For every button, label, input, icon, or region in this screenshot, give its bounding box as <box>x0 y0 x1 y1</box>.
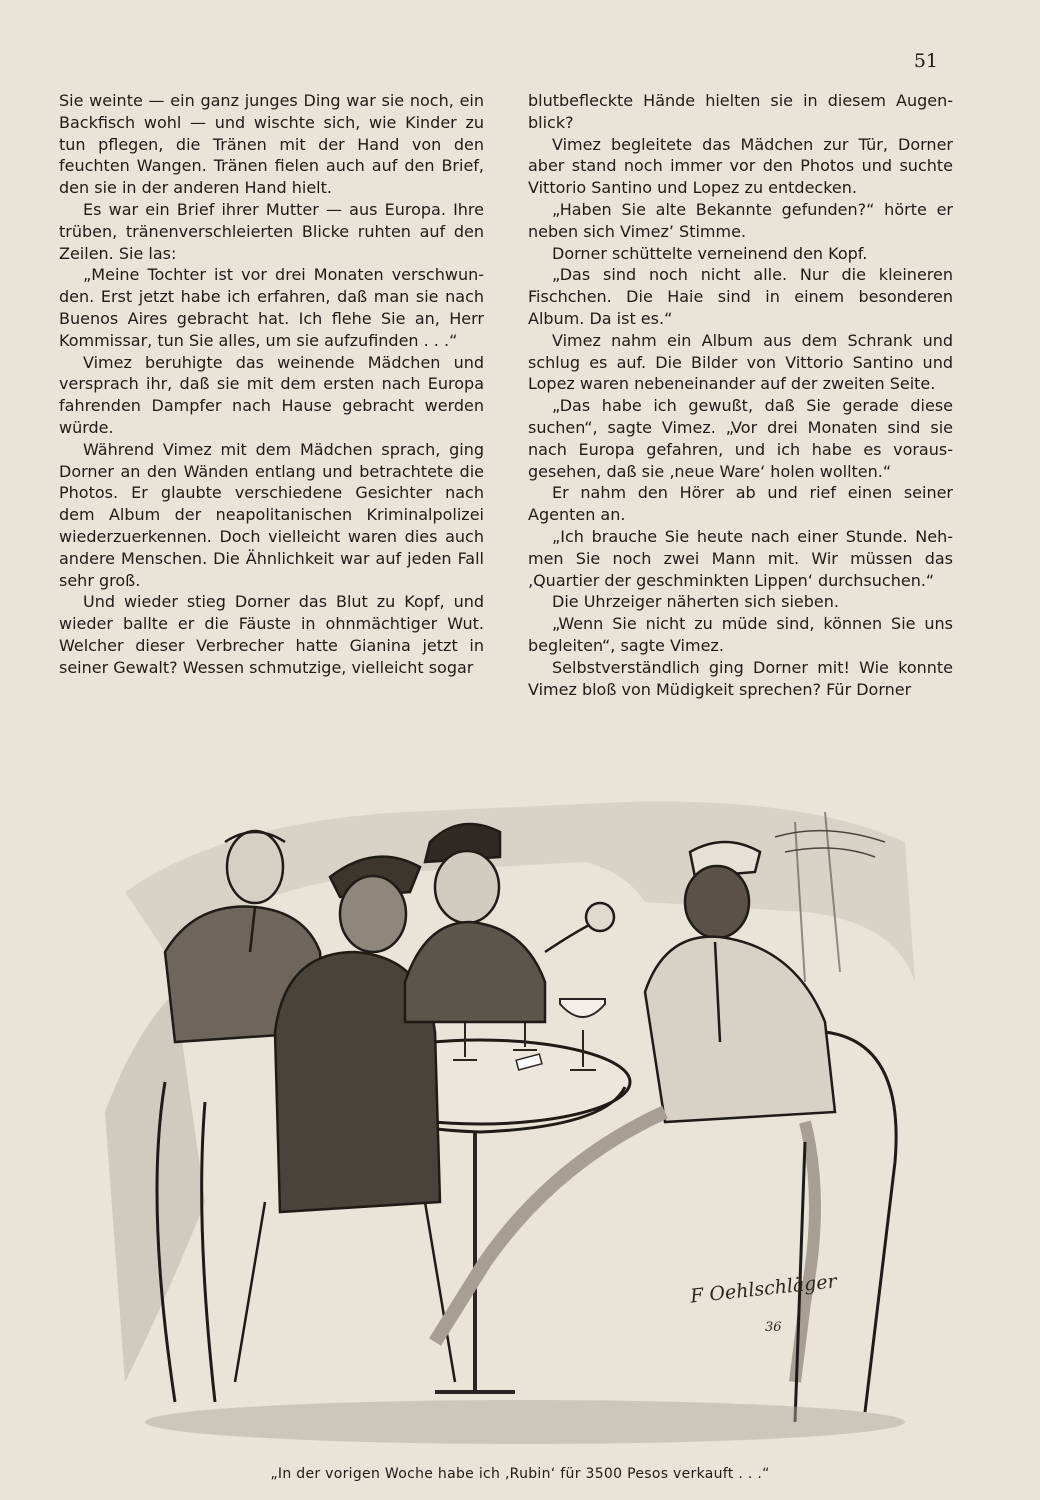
page-number: 51 <box>913 50 938 72</box>
paragraph: „Meine Tochter ist vor drei Monaten verschwunden. Erst jetzt habe ich erfahren, daß man sie nach Buenos Aires gebracht hat. Ich flehe Sie an, Herr Kommissar, tun Sie alles, um sie aufzufinden . . .“ <box>59 265 484 350</box>
paragraph: „Wenn Sie nicht zu müde sind, können Sie uns begleiten“, sagte Vimez. <box>528 614 953 655</box>
paragraph: Die Uhrzeiger näherten sich sieben. <box>552 592 839 612</box>
left-text-column <box>59 90 484 679</box>
paragraph: Vimez beruhigte das weinende Mädchen und versprach ihr, daß sie mit dem ersten nach Europa fahrenden Dampfer nach Hause gebracht werden würde. <box>59 352 484 437</box>
paragraph: Vimez begleitete das Mädchen zur Tür, Dorner aber stand noch immer vor den Photos und suchte Vittorio Santino und Lopez zu entdecken. <box>528 134 953 198</box>
paragraph: „Haben Sie alte Bekannte gefunden?“ hörte er neben sich Vimez’ Stimme. <box>528 199 953 241</box>
paragraph: Während Vimez mit dem Mädchen sprach, ging Dorner an den Wänden entlang und betrachtete die Photos. Er glaubte verschiedene Gesichter nach dem Album der neapolitanischen Kriminalpolizei wiederzuerkennen. Doch vielleicht waren dies auch andere Menschen. Die Ähnlichkeit war auf jeden Fall sehr groß. <box>59 439 484 590</box>
paragraph: Sie weinte — ein ganz junges Ding war sie noch, ein Backfisch wohl — und wischte sich, wie Kinder zu tun pflegen, die Tränen mit der Hand von den feuchten Wangen. Tränen fielen auch auf den Brief, den sie in der anderen Hand hielt. <box>59 91 484 198</box>
paragraph: Dorner schüttelte verneinend den Kopf. <box>552 243 868 263</box>
paragraph: Vimez nahm ein Album aus dem Schrank und schlug es auf. Die Bilder von Vittorio Santino und Lopez waren nebeneinander auf der zweiten Seite. <box>528 330 953 394</box>
artist-signature: F Oehlschläger <box>689 1270 838 1308</box>
paragraph: „Ich brauche Sie heute nach einer Stunde. Nehmen Sie noch zwei Mann mit. Wir müssen das ‚Quartier der geschminkten Lippen‘ durchsuchen.“ <box>528 526 953 590</box>
paragraph: „Das sind noch nicht alle. Nur die kleineren Fischchen. Die Haie sind in einem besonderen Album. Da ist es.“ <box>528 265 953 328</box>
paragraph: Selbstverständlich ging Dorner mit! Wie konnte Vimez bloß von Müdigkeit sprechen? Für Dorner <box>528 657 953 699</box>
paragraph: Er nahm den Hörer ab und rief einen seiner Agenten an. <box>528 483 953 525</box>
illustration-caption: „In der vorigen Woche habe ich ‚Rubin‘ für 3500 Pesos verkauft . . .“ <box>270 1466 770 1482</box>
signature-year: 36 <box>765 1320 782 1335</box>
paragraph: „Das habe ich gewußt, daß Sie gerade diese suchen“, sagte Vimez. „Vor drei Monaten sind sie nach Europa gefahren, und ich habe es vorausgesehen, daß sie ‚neue Ware‘ holen wollten.“ <box>528 396 953 481</box>
paragraph: Und wieder stieg Dorner das Blut zu Kopf, und wieder ballte er die Fäuste in ohnmächtiger Wut. Welcher dieser Verbrecher hatte Gianina jetzt in seiner Gewalt? Wessen schmutzige, vielleicht sogar <box>59 592 484 677</box>
paragraph: blutbefleckte Hände hielten sie in diesem Augenblick? <box>528 91 953 132</box>
cafe-table-illustration <box>105 782 933 1452</box>
paragraph: Es war ein Brief ihrer Mutter — aus Europa. Ihre trüben, tränenverschleierten Blicke ruhten auf den Zeilen. Sie las: <box>59 199 484 263</box>
right-text-column <box>528 90 953 700</box>
